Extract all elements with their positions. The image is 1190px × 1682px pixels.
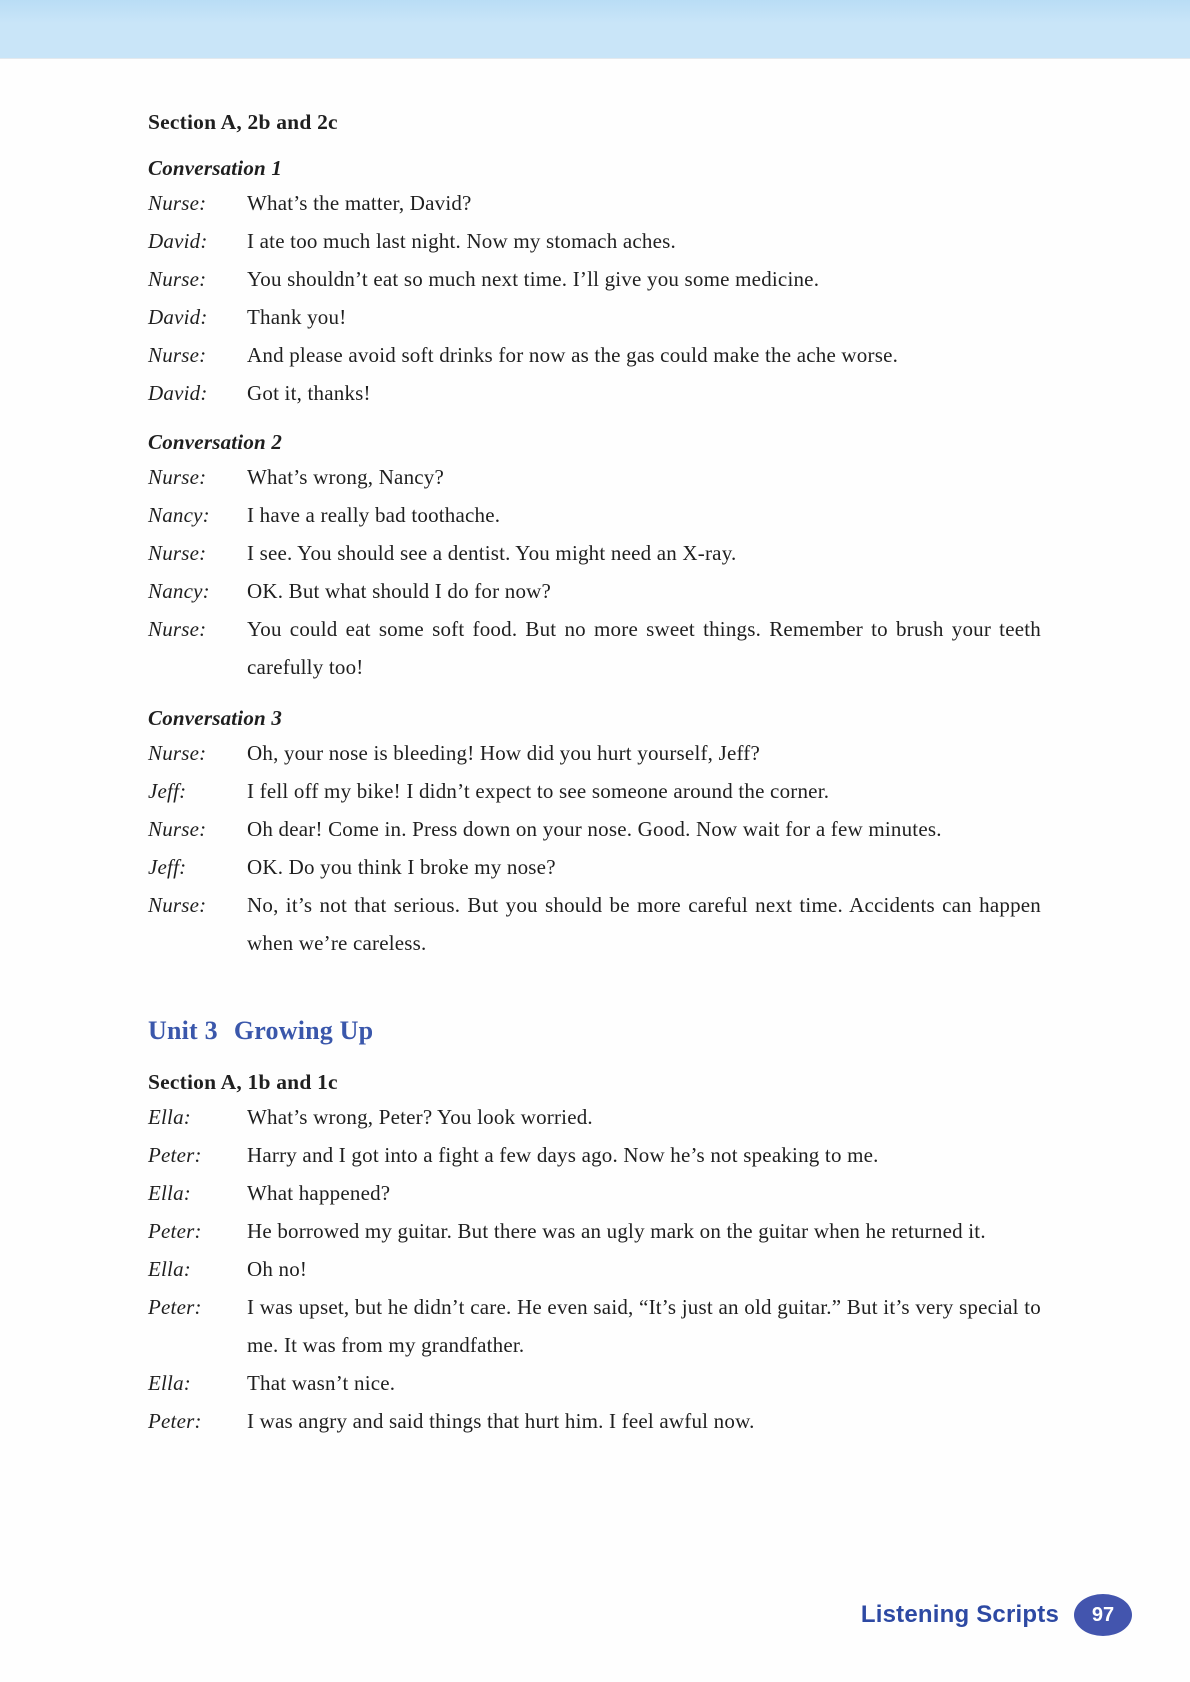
- dialogue-text: I ate too much last night. Now my stomach aches.: [247, 229, 676, 253]
- speaker-label: Peter:: [148, 1143, 202, 1167]
- conversation-2-title: Conversation 2: [148, 430, 283, 454]
- dialogue-row: [148, 222, 1041, 260]
- dialogue-row: [148, 1364, 1041, 1402]
- dialogue-text: Oh no!: [247, 1257, 308, 1281]
- unit-title: Growing Up: [233, 1016, 374, 1045]
- dialogue-row: [148, 1212, 1041, 1250]
- conversation-1-title: Conversation 1: [148, 156, 283, 180]
- dialogue-text: Harry and I got into a fight a few days ago. Now he’s not speaking to me.: [247, 1143, 879, 1167]
- unit-heading: [148, 1010, 1041, 1052]
- speaker-label: Nancy:: [148, 579, 210, 603]
- dialogue-text: Thank you!: [247, 305, 347, 329]
- dialogue-row: [148, 886, 1041, 962]
- speaker-label: Ella:: [148, 1181, 191, 1205]
- dialogue-text: OK. Do you think I broke my nose?: [247, 855, 556, 879]
- dialogue-text: What’s the matter, David?: [247, 191, 472, 215]
- speaker-label: Nancy:: [148, 503, 210, 527]
- dialogue-text: You shouldn’t eat so much next time. I’ll give you some medicine.: [247, 267, 820, 291]
- dialogue-row: [148, 572, 1041, 610]
- unit-label: Unit 3: [148, 1016, 218, 1045]
- dialogue-text: I have a really bad toothache.: [247, 503, 501, 527]
- dialogue-text: What’s wrong, Peter? You look worried.: [247, 1105, 593, 1129]
- dialogue-row: [148, 534, 1041, 572]
- speaker-label: Nurse:: [148, 741, 207, 765]
- dialogue-row: [148, 610, 1041, 686]
- dialogue-row: [148, 298, 1041, 336]
- dialogue-row: [148, 260, 1041, 298]
- dialogue-text: OK. But what should I do for now?: [247, 579, 552, 603]
- speaker-label: Nurse:: [148, 191, 207, 215]
- speaker-label: Nurse:: [148, 617, 207, 641]
- dialogue-text: I was angry and said things that hurt him. I feel awful now.: [247, 1409, 755, 1433]
- dialogue-text: What happened?: [247, 1181, 391, 1205]
- dialogue-row: [148, 810, 1041, 848]
- dialogue-text: I was upset, but he didn’t care. He even said, “It’s just an old guitar.” But it’s very special to me. It was from my grandfather.: [247, 1295, 1041, 1357]
- dialogue-text: What’s wrong, Nancy?: [247, 465, 445, 489]
- dialogue-text: Oh, your nose is bleeding! How did you hurt yourself, Jeff?: [247, 741, 760, 765]
- dialogue-row: [148, 1098, 1041, 1136]
- dialogue-text: That wasn’t nice.: [247, 1371, 396, 1395]
- dialogue-row: [148, 1250, 1041, 1288]
- speaker-label: Jeff:: [148, 855, 187, 879]
- page-content: [148, 106, 1041, 1440]
- dialogue-text: And please avoid soft drinks for now as the gas could make the ache worse.: [247, 343, 899, 367]
- speaker-label: Ella:: [148, 1105, 191, 1129]
- speaker-label: Ella:: [148, 1371, 191, 1395]
- speaker-label: Nurse:: [148, 267, 207, 291]
- dialogue-text: Oh dear! Come in. Press down on your nose. Good. Now wait for a few minutes.: [247, 817, 942, 841]
- dialogue-row: [148, 496, 1041, 534]
- dialogue-row: [148, 1288, 1041, 1364]
- dialogue-row: [148, 336, 1041, 374]
- speaker-label: Nurse:: [148, 541, 207, 565]
- page-header-band: [0, 0, 1190, 59]
- dialogue-text: He borrowed my guitar. But there was an ugly mark on the guitar when he returned it.: [247, 1219, 986, 1243]
- speaker-label: David:: [148, 305, 208, 329]
- page-number-badge: 97: [1074, 1594, 1132, 1636]
- section-heading-2b-2c: Section A, 2b and 2c: [148, 110, 338, 134]
- dialogue-text: I fell off my bike! I didn’t expect to see someone around the corner.: [247, 779, 830, 803]
- speaker-label: Nurse:: [148, 465, 207, 489]
- dialogue-row: [148, 458, 1041, 496]
- dialogue-text: I see. You should see a dentist. You might need an X-ray.: [247, 541, 737, 565]
- conversation-3-title: Conversation 3: [148, 706, 283, 730]
- speaker-label: Peter:: [148, 1295, 202, 1319]
- dialogue-row: [148, 848, 1041, 886]
- speaker-label: Ella:: [148, 1257, 191, 1281]
- speaker-label: David:: [148, 229, 208, 253]
- dialogue-row: [148, 734, 1041, 772]
- dialogue-row: [148, 1174, 1041, 1212]
- dialogue-row: [148, 374, 1041, 412]
- speaker-label: Nurse:: [148, 893, 207, 917]
- dialogue-text: You could eat some soft food. But no more sweet things. Remember to brush your teeth carefully too!: [247, 617, 1041, 679]
- speaker-label: David:: [148, 381, 208, 405]
- dialogue-text: Got it, thanks!: [247, 381, 371, 405]
- speaker-label: Peter:: [148, 1409, 202, 1433]
- speaker-label: Nurse:: [148, 343, 207, 367]
- speaker-label: Peter:: [148, 1219, 202, 1243]
- dialogue-row: [148, 1402, 1041, 1440]
- page-footer: [861, 1594, 1132, 1636]
- section-heading-1b-1c: Section A, 1b and 1c: [148, 1070, 338, 1094]
- dialogue-row: [148, 772, 1041, 810]
- dialogue-row: [148, 184, 1041, 222]
- speaker-label: Nurse:: [148, 817, 207, 841]
- speaker-label: Jeff:: [148, 779, 187, 803]
- dialogue-text: No, it’s not that serious. But you should be more careful next time. Accidents can happen when we’re careless.: [247, 893, 1041, 955]
- dialogue-row: [148, 1136, 1041, 1174]
- footer-label: Listening Scripts: [860, 1601, 1059, 1628]
